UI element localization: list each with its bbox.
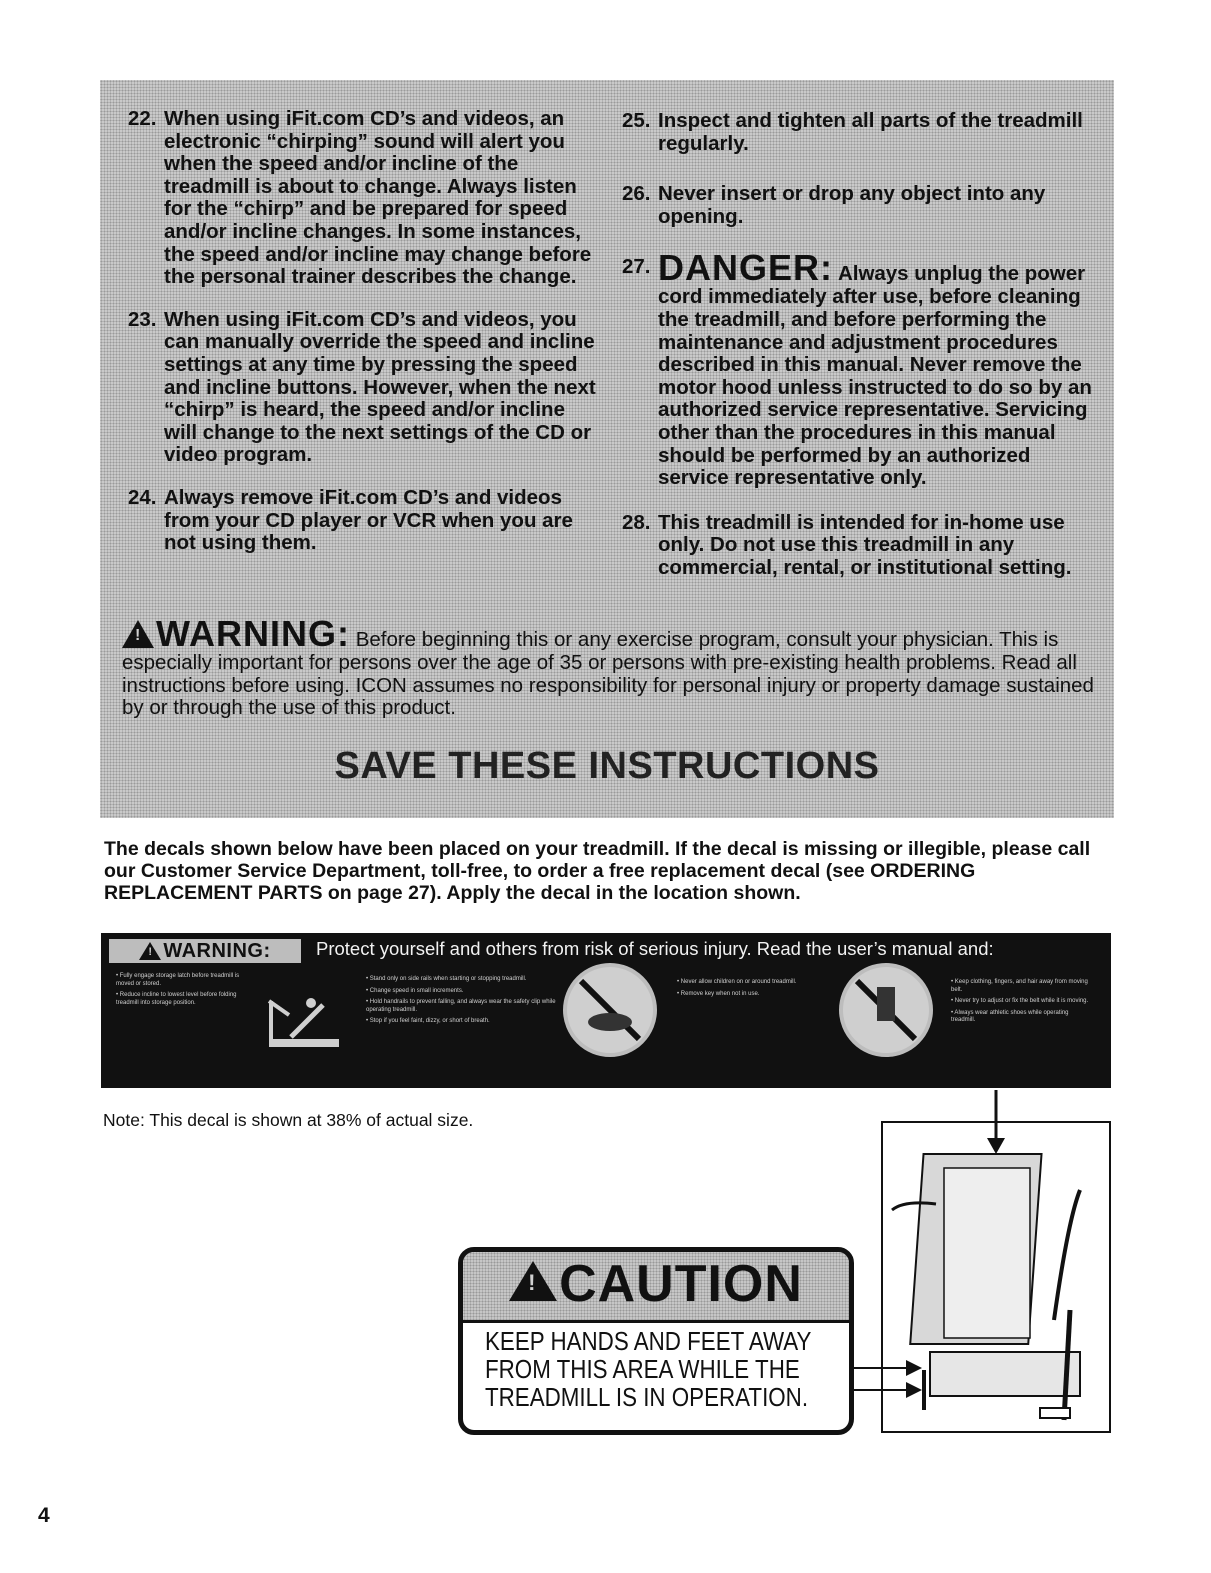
treadmill-decal-location-diagram bbox=[844, 1090, 1114, 1440]
item-text: Always unplug the power cord immediately after use, before cleaning the treadmill, and before performing the maintenance and adjustment procedures described in this manual. Never remove the motor hood unless instructed to do so by an authorized service representative. Servicing other than the procedures in this manual should be performed by an authorized service representative only. bbox=[658, 262, 1092, 490]
no-children-icon bbox=[563, 963, 657, 1057]
instruction-25 bbox=[622, 110, 1100, 155]
item-text: Inspect and tighten all parts of the treadmill regularly. bbox=[658, 109, 1083, 155]
decal-size-note: Note: This decal is shown at 38% of actual size. bbox=[103, 1110, 474, 1130]
decal-intro-paragraph: The decals shown below have been placed on your treadmill. If the decal is missing or illegible, please call our Customer Service Department, toll-free, to order a free replacement decal (see ORDERING REPLACEMENT PARTS on page 27). Apply the decal in the location shown. bbox=[104, 838, 1091, 904]
decal-bullet: • Stand only on side rails when starting or stopping treadmill. bbox=[366, 976, 527, 982]
item-number: 25. bbox=[622, 109, 651, 132]
item-number: 28. bbox=[622, 510, 651, 534]
decal-column-1 bbox=[116, 973, 246, 1011]
item-text: When using iFit.com CD’s and videos, an electronic “chirping” sound will alert you when the speed and/or incline of the treadmill is about to change. Always listen for the “chirp” and be prepared for speed and/or incline changes. In some instances, the speed and/or incline may change before the personal trainer describes the change. bbox=[164, 107, 592, 289]
instruction-23 bbox=[128, 309, 603, 467]
decal-column-3 bbox=[677, 979, 812, 1002]
caution-title bbox=[463, 1254, 849, 1314]
warning-decal bbox=[101, 933, 1111, 1088]
caution-line: KEEP HANDS AND FEET AWAY bbox=[485, 1326, 812, 1356]
instructions-left-column bbox=[128, 108, 603, 555]
decal-headline: Protect yourself and others from risk of serious injury. Read the user’s manual and: bbox=[316, 938, 994, 959]
item-text: When using iFit.com CD’s and videos, you can manually override the speed and incline settings at any time by pressing the speed and incline buttons. However, when the next “chirp” is heard, the speed and/or incline will change to the next settings of the CD or video program. bbox=[164, 307, 596, 467]
warning-triangle-icon bbox=[509, 1261, 557, 1301]
caution-decal bbox=[458, 1247, 854, 1435]
decal-bullet: • Fully engage storage latch before treadmill is moved or stored. bbox=[116, 973, 240, 987]
instruction-24 bbox=[128, 487, 603, 555]
instruction-28 bbox=[622, 512, 1100, 580]
decal-bullet: • Stop if you feel faint, dizzy, or short of breath. bbox=[366, 1018, 490, 1024]
caution-line: FROM THIS AREA WHILE THE bbox=[485, 1354, 800, 1384]
warning-triangle-icon bbox=[139, 942, 161, 960]
caution-body bbox=[485, 1326, 812, 1412]
item-text: Always remove iFit.com CD’s and videos from your CD player or VCR when you are not using them. bbox=[164, 485, 573, 555]
instructions-right-column bbox=[622, 110, 1100, 580]
decal-column-4 bbox=[951, 979, 1091, 1029]
warning-label: WARNING: bbox=[156, 613, 350, 654]
decal-bullet: • Never allow children on or around treadmill. bbox=[677, 979, 797, 985]
warning-paragraph bbox=[122, 613, 1097, 720]
instruction-26 bbox=[622, 183, 1100, 228]
item-number: 23. bbox=[128, 307, 157, 331]
item-number: 26. bbox=[622, 182, 651, 206]
decal-bullet: • Change speed in small increments. bbox=[366, 987, 464, 994]
caution-title-text: CAUTION bbox=[559, 1255, 803, 1313]
decal-bullet: • Reduce incline to lowest level before folding treadmill into storage position. bbox=[116, 992, 237, 1006]
instruction-27 bbox=[622, 247, 1100, 490]
decal-bullet: • Never try to adjust or fix the belt while it is moving. bbox=[951, 998, 1089, 1004]
item-number: 24. bbox=[128, 485, 157, 509]
item-number: 22. bbox=[128, 107, 157, 130]
decal-warning-badge bbox=[109, 939, 301, 963]
decal-column-2 bbox=[366, 976, 566, 1030]
save-instructions-heading: SAVE THESE INSTRUCTIONS bbox=[334, 745, 880, 787]
caution-line: TREADMILL IS IN OPERATION. bbox=[485, 1382, 809, 1412]
warning-triangle-icon bbox=[122, 620, 154, 648]
decal-bullet: • Hold handrails to prevent falling, and always wear the safety clip while operating treadmill. bbox=[366, 999, 556, 1013]
item-text: Never insert or drop any object into any opening. bbox=[658, 182, 1046, 228]
no-hand-near-belt-icon bbox=[839, 963, 933, 1057]
item-text: This treadmill is intended for in-home use only. Do not use this treadmill in any commercial, rental, or institutional setting. bbox=[658, 510, 1072, 579]
decal-bullet: • Always wear athletic shoes while operating treadmill. bbox=[951, 1009, 1069, 1023]
instruction-22 bbox=[128, 108, 603, 289]
decal-bullet: • Remove key when not in use. bbox=[677, 990, 760, 997]
decal-bullet: • Keep clothing, fingers, and hair away from moving belt. bbox=[951, 979, 1088, 993]
danger-label: DANGER: bbox=[658, 247, 833, 289]
fold-treadmill-icon bbox=[261, 993, 346, 1053]
page-number: 4 bbox=[38, 1504, 50, 1527]
item-number: 27. bbox=[622, 255, 651, 279]
decal-badge-label: WARNING: bbox=[163, 939, 271, 962]
warning-text: Before beginning this or any exercise program, consult your physician. This is especially important for persons over the age of 35 or persons with pre-existing health problems. Read all instructions before using. ICON assumes no responsibility for personal injury or property damage sustained by or through the use of this product. bbox=[122, 628, 1094, 720]
